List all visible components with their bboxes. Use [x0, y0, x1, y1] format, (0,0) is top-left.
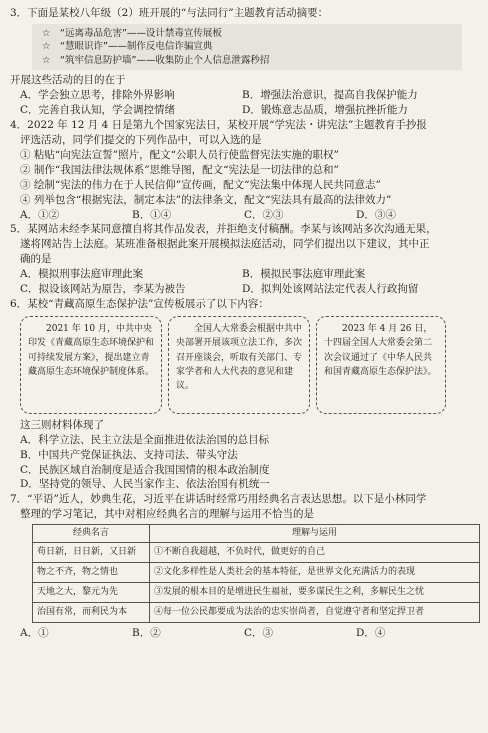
question-5	[10, 222, 478, 297]
option-a[interactable]: A．①	[20, 627, 49, 640]
option-b[interactable]: B．中国共产党保证执法、支持司法、带头守法	[20, 448, 238, 461]
quotes-table	[32, 524, 480, 623]
statement-item: ③ 绘制“宪法的伟力在于人民信仰”宣传画，配文“宪法集中体现人民共同意志”	[20, 178, 381, 191]
question-3-stem: 3．下面是某校八年级（2）班开展的“与法同行”主题教育活动摘要：	[10, 7, 329, 19]
quote-cell: 治国有常，而利民为本	[33, 603, 150, 623]
material-card: 2023 年 4 月 26 日，十四届全国人大常委会第二次会议通过了《中华人民共和国青藏高原生态保护法》。	[316, 316, 446, 414]
option-c[interactable]: C．拟设该网站为原告，李某为被告	[20, 283, 186, 296]
table-row	[33, 603, 480, 623]
option-d[interactable]: D．③④	[356, 208, 396, 221]
question-5-options	[10, 267, 478, 297]
activity-item: ☆ “慧眼识诈”——制作反电信诈骗宣典	[42, 41, 213, 53]
option-c[interactable]: C．②③	[244, 208, 284, 221]
question-4-stem-cont: 评选活动，同学们提交的下列作品中，可以入选的是	[20, 133, 262, 146]
table-header-row	[33, 525, 480, 543]
quote-cell: 物之不齐，物之情也	[33, 563, 150, 583]
quote-cell: 苟日新，日日新，又日新	[33, 543, 150, 563]
question-3-prompt: 开展这些活动的目的在于	[10, 74, 126, 87]
interpretation-cell: ①不断自我超越，不负时代，做更好的自己	[150, 543, 480, 563]
question-6-prompt: 这三则材料体现了	[20, 418, 104, 431]
column-header: 理解与运用	[150, 525, 480, 543]
question-5-stem-cont: 遂将网站告上法庭。某班准备根据此案开展模拟法庭活动，同学们提出以下建议，其中正	[20, 238, 430, 251]
option-b[interactable]: B．增强法治意识，提高自我保护能力	[242, 89, 418, 102]
question-6	[10, 297, 478, 492]
option-a[interactable]: A．科学立法、民主立法是全面推进依法治国的总目标	[20, 433, 270, 446]
question-7-stem: 7．“平语”近人，妙典生花，习近平在讲话时经常巧用经典名言表达思想。以下是小林同学	[10, 493, 427, 506]
material-card: 2021 年 10 月，中共中央印发《青藏高原生态环境保护和可持续发展方案》，提出建立青藏高原生态环境保护制度体系。	[20, 316, 162, 414]
question-7-options	[10, 626, 478, 641]
option-b[interactable]: B．模拟民事法庭审理此案	[242, 268, 366, 281]
question-7-stem-cont	[10, 507, 478, 522]
option-b[interactable]: B．②	[132, 627, 161, 640]
column-header: 经典名言	[33, 525, 150, 543]
interpretation-cell: ④每一位公民都要成为法治的忠实崇尚者，自觉遵守者和坚定捍卫者	[150, 603, 480, 623]
option-c[interactable]: C．民族区域自治制度是适合我国国情的根本政治制度	[20, 463, 270, 476]
material-card: 全国人大常委会根据中共中央部署开展该项立法工作，多次召开座谈会，听取有关部门、专家学者和人大代表的意见和建议。	[168, 316, 310, 414]
question-4	[10, 118, 478, 222]
activity-item: ☆ “筑牢信息防护墙”——收集防止个人信息泄露秒招	[42, 54, 270, 66]
activity-item: ☆ “远离毒品危害”——设计禁毒宣传展板	[42, 27, 222, 39]
statement-item: ② 制作“我国法律法规体系”思维导图，配文“宪法是一切法律的总和”	[20, 163, 339, 176]
quote-cell: 天地之大，黎元为先	[33, 583, 150, 603]
interpretation-cell: ③发展的根本目的是增进民生福祉，要多谋民生之利，多解民生之忧	[150, 583, 480, 603]
interpretation-cell: ②文化多样性是人类社会的基本特征，是世界文化充满活力的表现	[150, 563, 480, 583]
statement-item: ① 粘贴“向宪法宣誓”照片，配文“公职人员行使监督宪法实施的职权”	[20, 148, 339, 161]
option-d[interactable]: D．锻炼意志品质，增强抗挫折能力	[242, 104, 408, 117]
option-a[interactable]: A．模拟刑事法庭审理此案	[20, 268, 144, 281]
table-row	[33, 583, 480, 603]
question-5-stem-cont: 确的是	[20, 253, 52, 266]
question-6-stem: 6．某校“青藏高原生态保护法”宣传板展示了以下内容：	[10, 297, 269, 310]
statement-item: ④ 列举包含“根据宪法，制定本法”的法律条文，配文“宪法具有最高的法律效力”	[20, 193, 392, 206]
question-3	[10, 6, 478, 118]
table-row	[33, 563, 480, 583]
option-d[interactable]: D．坚持党的领导、人民当家作主、依法治国有机统一	[20, 478, 270, 491]
option-d[interactable]: D．④	[356, 627, 386, 640]
activity-box	[32, 24, 462, 70]
question-4-stem: 4．2022 年 12 月 4 日是第九个国家宪法日，某校开展“学宪法・讲宪法”主题教育手抄报	[10, 119, 427, 132]
display-board	[20, 316, 478, 414]
question-7	[10, 492, 478, 641]
question-3-options	[10, 88, 478, 118]
option-c[interactable]: C．完善自我认知，学会调控情绪	[20, 104, 176, 117]
option-b[interactable]: B．①④	[132, 208, 172, 221]
option-a[interactable]: A．学会独立思考，排除外界影响	[20, 89, 175, 102]
option-a[interactable]: A．①②	[20, 208, 60, 221]
option-c[interactable]: C．③	[244, 627, 274, 640]
question-7-stem-text: 整理的学习笔记，其中对相应经典名言的理解与运用不恰当的是	[20, 508, 314, 521]
option-d[interactable]: D．拟判处该网站法定代表人行政拘留	[242, 283, 419, 296]
question-5-stem: 5．某网站未经李某同意擅自将其作品发表，并拒绝支付稿酬。李某与该网站多次沟通无果，	[10, 223, 437, 236]
table-row	[33, 543, 480, 563]
question-4-options	[10, 208, 478, 223]
